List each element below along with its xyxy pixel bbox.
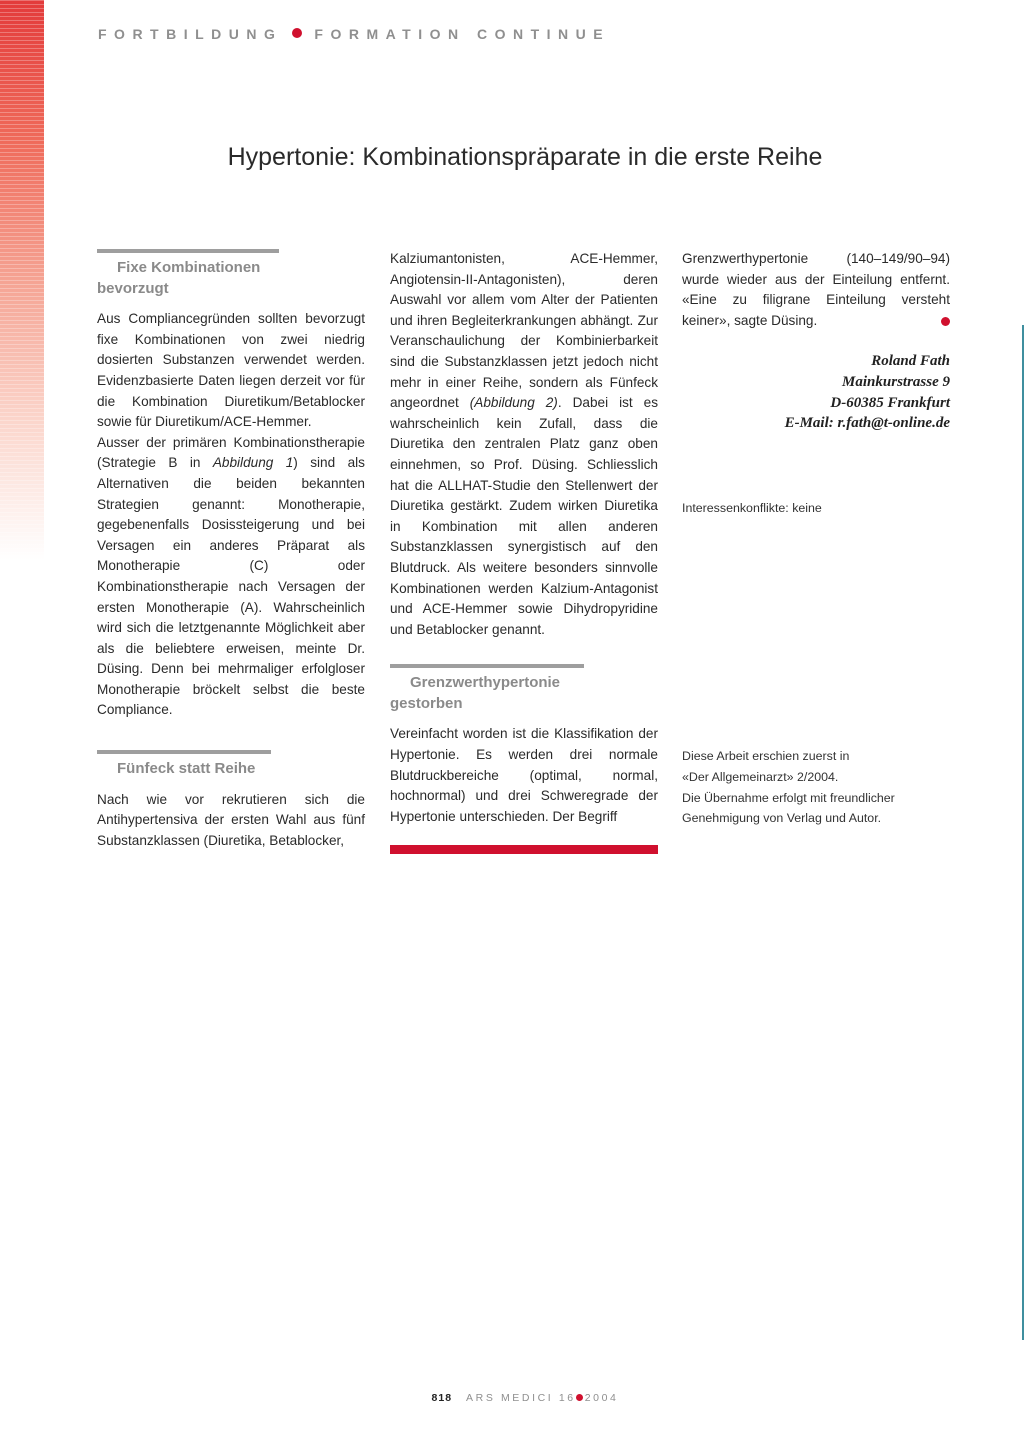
- paragraph: Ausser der primären Kombinationstherapie (Strategie B in Abbildung 1) sind als Alternativen die beiden bekannten Strategien genannt: Monotherapie, gegebenenfalls Dosissteigerung und bei Versagen ein anderes Präparat als Monotherapie (C) oder Kombinationstherapie nach Versagen der ersten Monotherapie (A). Wahrscheinlich wird sich die letztgenannte Möglichkeit aber als die beliebtere erweisen, meinte Dr. Düsing. Denn bei mehrmaliger erfolgloser Monotherapie bröckelt selbst die beste Compliance.: [97, 434, 365, 718]
- page-footer: [0, 1392, 1024, 1404]
- column-3: [682, 249, 950, 829]
- subheading-fixe-kombinationen: Fixe Kombinationen bevorzugt: [97, 259, 261, 297]
- paragraph: Kalziumantonisten, ACE-Hemmer, Angiotensin-II-Antagonisten), deren Auswahl vor allem vom Alter der Patienten und ihren Begleiterkrankungen abhängt. Zur Veranschaulichung der Kombinierbarkeit sind die Substanzklassen jetzt jedoch nicht mehr in einer Reihe, sondern als Fünfeck angeordnet (Abbildung 2). Dabei ist es wahrscheinlich kein Zufall, dass die Diuretika den zentralen Platz ganz oben einnehmen, so Prof. Düsing. Schliesslich hat die ALLHAT-Studie den Stellenwert der Diuretika gestärkt. Zudem wirken Diuretika in Kombination mit allen anderen Substanzklassen synergistisch auf den Blutdruck. Als weitere besonders sinnvolle Kombinationen werden Kalzium-Antagonist und ACE-Hemmer sowie Dihydropyridine und Betablocker genannt.: [390, 251, 659, 637]
- page-number: 818: [431, 1392, 453, 1404]
- origin-note: Diese Arbeit erschien zuerst in «Der Allgemeinarzt» 2/2004. Die Übernahme erfolgt mit freundlicher Genehmigung von Verlag und Autor.: [682, 749, 895, 826]
- decorative-side-strip: [0, 0, 44, 560]
- column-end-bar: [390, 845, 658, 854]
- author-email[interactable]: E-Mail: r.fath@t-online.de: [784, 415, 950, 432]
- author-street: Mainkurstrasse 9: [842, 373, 950, 390]
- paragraph: Nach wie vor rekrutieren sich die Antihypertensiva der ersten Wahl aus fünf Substanzklassen (Diuretika, Betablocker,: [97, 791, 365, 848]
- subheading-grenzwerthypertonie: Grenzwerthypertonie gestorben: [390, 674, 561, 712]
- figure-reference: Abbildung 1: [212, 455, 294, 471]
- bullet-dot-icon: [292, 28, 302, 38]
- figure-reference: (Abbildung 2): [469, 395, 558, 411]
- column-1: [97, 249, 365, 851]
- paragraph: Aus Compliancegründen sollten bevorzugt fixe Kombinationen von zwei niedrig dosierten Substanzen verwendet werden. Evidenzbasierte Daten liegen derzeit vor für die Kombination Diuretikum/Betablocker sowie für Diuretikum/ACE-Hemmer.: [97, 311, 365, 430]
- article-title: Hypertonie: Kombinationspräparate in die erste Reihe: [227, 143, 823, 171]
- section-header: [98, 26, 610, 42]
- paragraph: Grenzwerthypertonie (140–149/90–94) wurde wieder aus der Einteilung entfernt. «Eine zu filigrane Einteilung versteht keiner», sagte Düsing.: [682, 251, 950, 328]
- author-city: D-60385 Frankfurt: [830, 394, 950, 411]
- section-header-de: FORTBILDUNG: [98, 26, 283, 42]
- column-2: [390, 249, 658, 854]
- article-end-icon: [941, 317, 950, 326]
- subheading-fuenfeck: Fünfeck statt Reihe: [117, 760, 256, 778]
- section-header-fr: FORMATION CONTINUE: [314, 26, 611, 42]
- journal-year: 2004: [584, 1392, 619, 1404]
- conflicts-note: Interessenkonflikte: keine: [682, 500, 822, 515]
- journal-name: ARS MEDICI 16: [466, 1392, 576, 1404]
- author-block: [682, 351, 950, 433]
- paragraph: Vereinfacht worden ist die Klassifikation der Hypertonie. Es werden drei normale Blutdruckbereiche (optimal, normal, hochnormal) und drei Schweregrade der Hypertonie unterschieden. Der Begriff: [390, 726, 658, 824]
- author-name: Roland Fath: [871, 353, 950, 370]
- footer-dot-icon: [576, 1394, 583, 1401]
